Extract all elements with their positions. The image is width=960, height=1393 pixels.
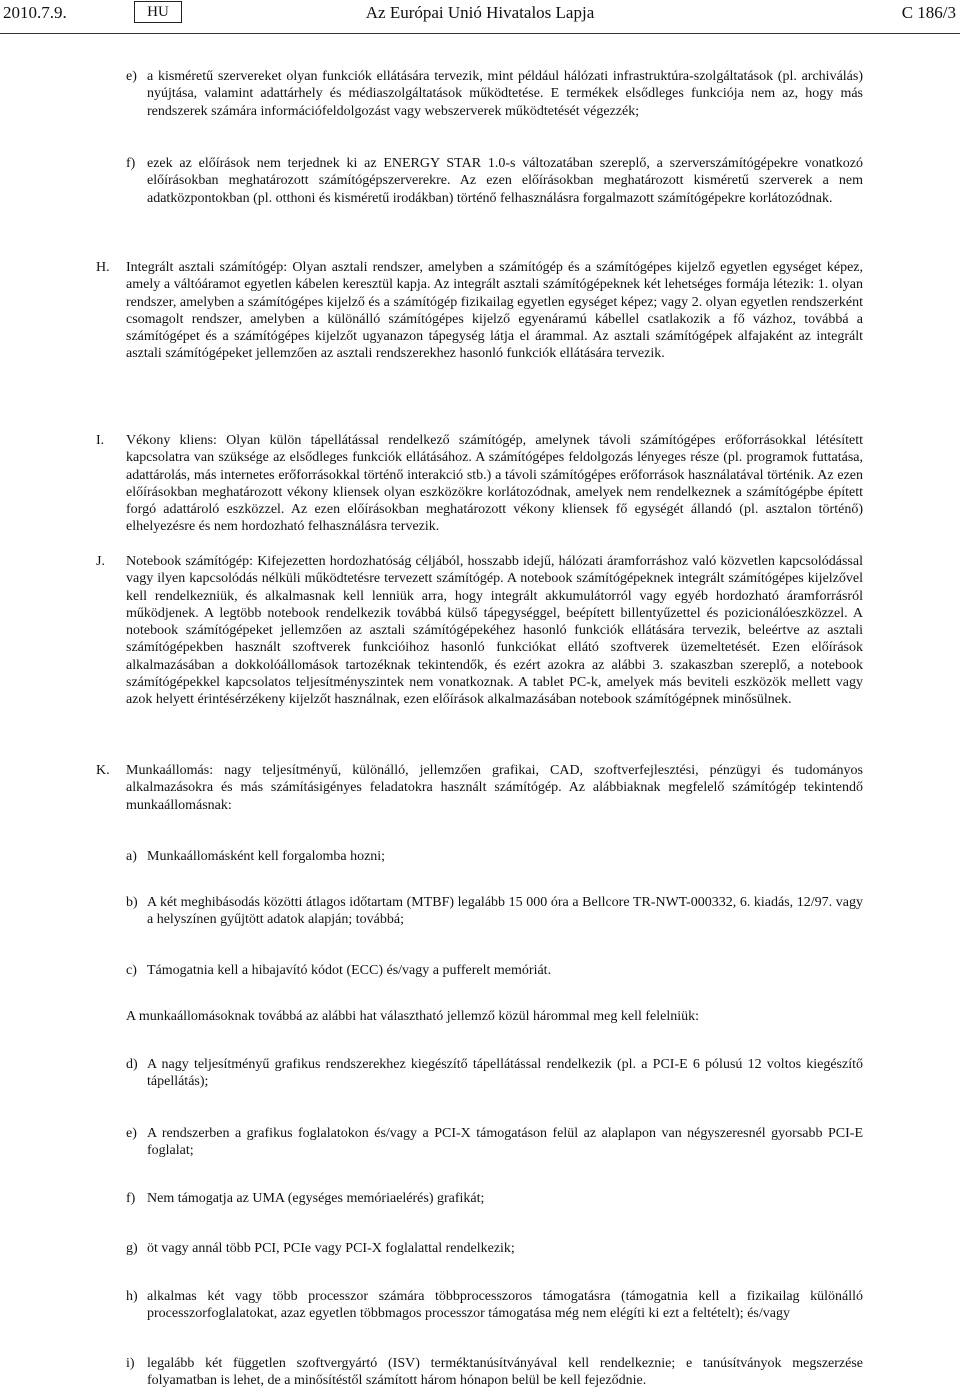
k-item-text-c: Támogatnia kell a hibajavító kódot (ECC) és/vagy a pufferelt memóriát. bbox=[147, 963, 552, 978]
section-text-i: Vékony kliens: Olyan külön tápellátással rendelkező számítógép, amelynek távoli számítógépes erőforrásokkal létésített kapcsolatra van szüksége az elsődleges funkciók ellátásához. A számítógépes feldolgozás lényeges része (pl. programok futtatása, adattárolás, más internetes erőforrásokkal történő interakció stb.) a távoli számítógépes erőforrások használatával történik. Az ezen előírásokban meghatározott vékony kliensek olyan eszközökre korlátozódnak, amelyek nem rendelkeznek a számítógépbe épített forgó adattároló eszközzel. Az ezen előírásokban meghatározott vékony kliensek fő egységét állandó (pl. asztalon történő) elhelyezésre és nem hordozható felhasználásra tervezik. bbox=[126, 433, 863, 535]
k-item-label-f: f) bbox=[126, 1191, 136, 1206]
item-label-e: e) bbox=[126, 69, 137, 84]
page-header bbox=[0, 0, 960, 34]
item-text-e: a kisméretű szervereket olyan funkciók ellátására tervezik, mint például hálózati infrastruktúra-szolgáltatások (pl. archiválás) nyújtása, valamint adattárhely és médiaszolgáltatások működtetése. E termékek elsődleges funkciója nem az, hogy más rendszerek számára információfeldolgozást vagy webszerverek működtetését végezzék; bbox=[147, 69, 863, 119]
k-item-label-g: g) bbox=[126, 1241, 138, 1256]
k-optional-intro: A munkaállomásoknak továbbá az alábbi hat választható jellemző közül hárommal meg kell felelniük: bbox=[126, 1009, 700, 1024]
section-label-j: J. bbox=[96, 554, 105, 569]
section-label-h: H. bbox=[96, 260, 110, 275]
k-item-label-d: d) bbox=[126, 1057, 138, 1072]
k-item-text-e: A rendszerben a grafikus foglalatokon és/vagy a PCI-X támogatáson felül az alaplapon van négyszeresnél gyorsabb PCI-E foglalat; bbox=[147, 1126, 863, 1159]
header-date: 2010.7.9. bbox=[3, 3, 67, 22]
k-item-text-h: alkalmas két vagy több processzor számára többprocesszoros támogatásra (támogatnia kell a fizikailag különálló processzorfoglalatokat, azaz egyetlen többmagos processzor támogatása még nem elégíti ki ezt a feltételt); és/vagy bbox=[147, 1289, 863, 1322]
k-item-text-f: Nem támogatja az UMA (egységes memóriaelérés) grafikát; bbox=[147, 1191, 485, 1206]
k-item-label-i: i) bbox=[126, 1356, 135, 1371]
k-item-label-b: b) bbox=[126, 895, 138, 910]
k-item-text-g: öt vagy annál több PCI, PCIe vagy PCI-X foglalattal rendelkezik; bbox=[147, 1241, 515, 1256]
k-item-text-a: Munkaállomásként kell forgalomba hozni; bbox=[147, 849, 386, 864]
item-text-f: ezek az előírások nem terjednek ki az ENERGY STAR 1.0-s változatában szereplő, a szerverszámítógépekre vonatkozó előírásokban meghatározott számítógépszerverekre. Az ezen előírásokban meghatározott kisméretű szerverek a nem adatközpontokban (pl. otthoni és kisméretű irodákban) történő felhasználásra forgalmazott számítógépekre korlátozódnak. bbox=[147, 156, 863, 206]
item-label-f: f) bbox=[126, 156, 136, 171]
k-item-label-e: e) bbox=[126, 1126, 137, 1141]
page-number: C 186/3 bbox=[901, 3, 956, 22]
k-item-label-a: a) bbox=[126, 849, 137, 864]
k-item-label-c: c) bbox=[126, 963, 137, 978]
section-text-h: Integrált asztali számítógép: Olyan asztali rendszer, amelyben a számítógép és a számítógépes kijelző egyetlen egységet képez, amely a váltóáramot egyetlen kábelen keresztül kapja. Az integrált asztali számítógépeknek két lehetséges formája létezik: 1. olyan rendszer, amelyben a számítógépes kijelző és a számítógép fizikailag egyetlen egységet képez; vagy 2. olyan egyetlen rendszerként csomagolt rendszer, amelyben a különálló számítógépes kijelző egyenáramú kábellel csatlakozik a fő vázhoz, továbbá a számítógépet és a számítógépes kijelzőt ugyanazon tápegység látja el árammal. Az asztali számítógépek alfajaként az integrált asztali számítógépeket jellemzően az asztali rendszerekhez hasonló funkciók ellátására tervezik. bbox=[126, 260, 863, 362]
k-item-text-b: A két meghibásodás közötti átlagos időtartam (MTBF) legalább 15 000 óra a Bellcore TR-NWT-000332, 6. kiadás, 12/97. vagy a helyszínen gyűjtött adatok alapján; továbbá; bbox=[147, 895, 863, 928]
section-text-j: Notebook számítógép: Kifejezetten hordozhatóság céljából, hosszabb idejű, hálózati áramforráshoz való közvetlen kapcsolódással vagy ilyen kapcsolódás nélküli működtetésre tervezett számítógép. A notebook számítógépeknek integrált számítógépes kijelzővel kell rendelkezniük, és alkalmasnak kell lenniük arra, hogy integrált akkumulátorról vagy egyéb hordozható áramforrásról működjenek. A legtöbb notebook rendelkezik továbbá külső tápegységgel, beépített billentyűzettel és pozicionálóeszközzel. A notebook számítógépeket jellemzően az asztali számítógépekéhez hasonló funkciók ellátására tervezik, beleértve az asztali számítógépekben használt szoftverek funkcióihoz hasonló funkciókat ellátó szoftverek üzemeltetését. Ezen előírások alkalmazásában a dokkolóállomások tartozéknak tekintendők, és ezért azokra az alábbi 3. szakaszban szereplő, a notebook számítógépekkel kapcsolatos teljesítményszintek nem vonatkoznak. A tablet PC-k, amelyek más beviteli eszközök mellett vagy azok helyett érintésérzékeny kijelzőt használnak, ezen előírások alkalmazásában notebook számítógépnek minősülnek. bbox=[126, 554, 863, 708]
k-item-label-h: h) bbox=[126, 1289, 138, 1304]
section-label-k: K. bbox=[96, 763, 110, 778]
header-rule bbox=[0, 33, 960, 34]
section-label-i: I. bbox=[96, 433, 105, 448]
language-badge: HU bbox=[134, 1, 182, 23]
k-item-text-d: A nagy teljesítményű grafikus rendszerekhez kiegészítő tápellátással rendelkezik (pl. a PCI-E 6 pólusú 12 voltos kiegészítő tápellátás); bbox=[147, 1057, 863, 1090]
journal-title: Az Európai Unió Hivatalos Lapja bbox=[365, 3, 595, 22]
section-text-k: Munkaállomás: nagy teljesítményű, különálló, jellemzően grafikai, CAD, szoftverfejlesztési, pénzügyi és tudományos alkalmazásokra és más számításigényes feladatokra használt számítógép. Az alábbiaknak megfelelő számítógép tekintendő munkaállomásnak: bbox=[126, 763, 863, 813]
k-item-text-i: legalább két független szoftvergyártó (ISV) terméktanúsítványával kell rendelkeznie; e tanúsítványok megszerzése folyamatban is lehet, de a minősítéstől számított három hónapon belül be kell fejeződnie. bbox=[147, 1356, 863, 1389]
